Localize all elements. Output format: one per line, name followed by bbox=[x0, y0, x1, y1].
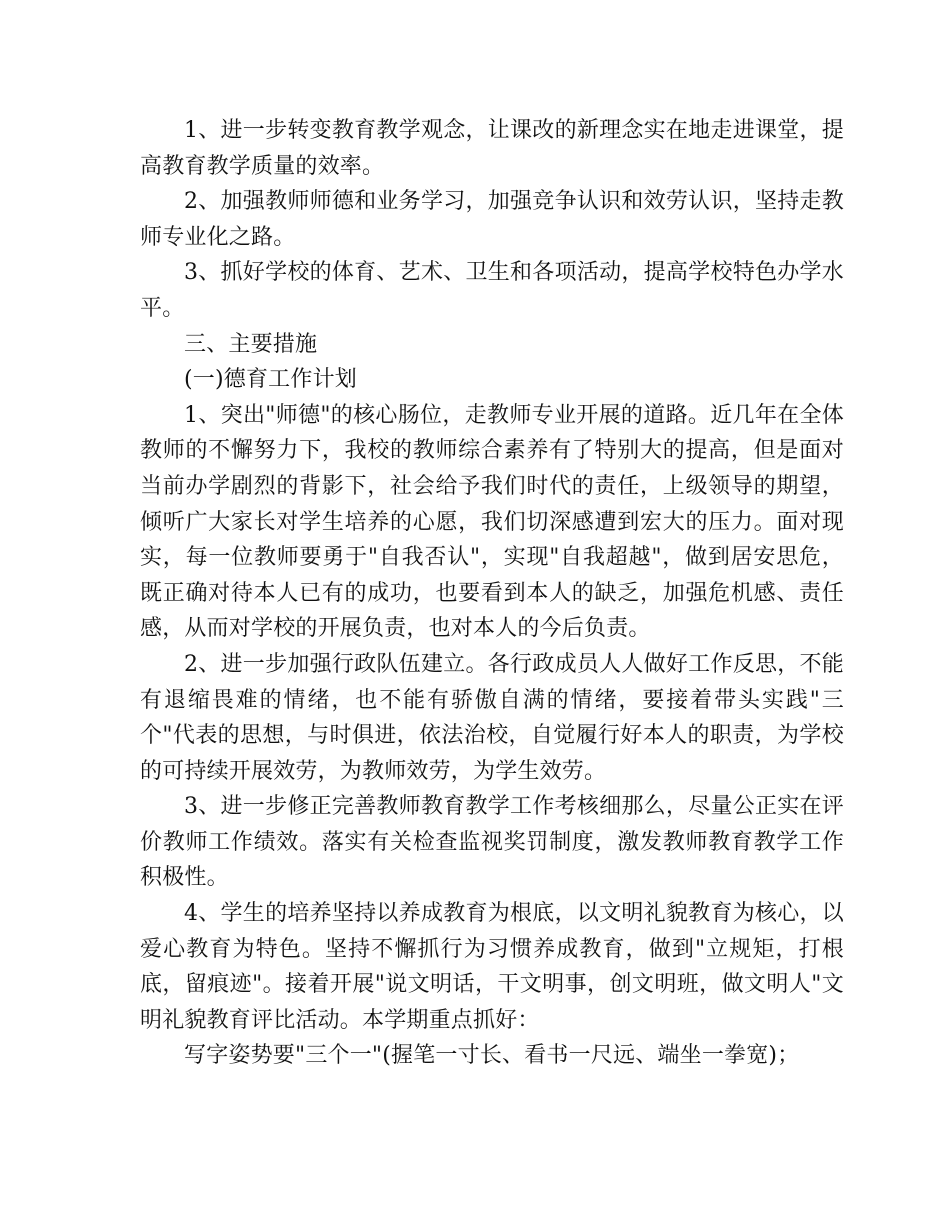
paragraph-goal-3: 3、抓好学校的体育、艺术、卫生和各项活动，提高学校特色办学水平。 bbox=[140, 260, 844, 321]
subsection-heading-moral-education: (一)德育工作计划 bbox=[184, 367, 357, 393]
paragraph-goal-1: 1、进一步转变教育教学观念，让课改的新理念实在地走进课堂，提高教育教学质量的效率。 bbox=[140, 118, 844, 179]
paragraph-measure-2: 2、进一步加强行政队伍建立。各行政成员人人做好工作反思，不能有退缩畏难的情绪，也不能有骄傲自满的情绪，要接着带头实践"三个"代表的思想，与时俱进，依法治校，自觉履行好本人的职责，为学校的可持续开展效劳，为教师效劳，为学生效劳。 bbox=[140, 651, 844, 784]
paragraph-measure-3: 3、进一步修正完善教师教育教学工作考核细那么，尽量公正实在评价教师工作绩效。落实有关检查监视奖罚制度，激发教师教育教学工作积极性。 bbox=[140, 794, 844, 891]
paragraph-goal-2: 2、加强教师师德和业务学习，加强竞争认识和效劳认识，坚持走教师专业化之路。 bbox=[140, 189, 844, 250]
paragraph-measure-4: 4、学生的培养坚持以养成教育为根底，以文明礼貌教育为核心，以爱心教育为特色。坚持不懈抓行为习惯养成教育，做到"立规矩，打根底，留痕迹"。接着开展"说文明话，干文明事，创文明班，做文明人"文明礼貌教育评比活动。本学期重点抓好： bbox=[140, 901, 844, 1033]
paragraph-measure-1: 1、突出"师德"的核心肠位，走教师专业开展的道路。近几年在全体教师的不懈努力下，我校的教师综合素养有了特别大的提高，但是面对当前办学剧烈的背影下，社会给予我们时代的责任，上级领导的期望，倾听广大家长对学生培养的心愿，我们切深感遭到宏大的压力。面对现实，每一位教师要勇于"自我否认"，实现"自我超越"，做到居安思危，既正确对待本人已有的成功，也要看到本人的缺乏，加强危机感、责任感，从而对学校的开展负责，也对本人的今后负责。 bbox=[140, 402, 844, 642]
section-heading-main-measures: 三、主要措施 bbox=[184, 331, 318, 357]
paragraph-writing-posture: 写字姿势要"三个一"(握笔一寸长、看书一尺远、端坐一拳宽)； bbox=[184, 1043, 800, 1069]
